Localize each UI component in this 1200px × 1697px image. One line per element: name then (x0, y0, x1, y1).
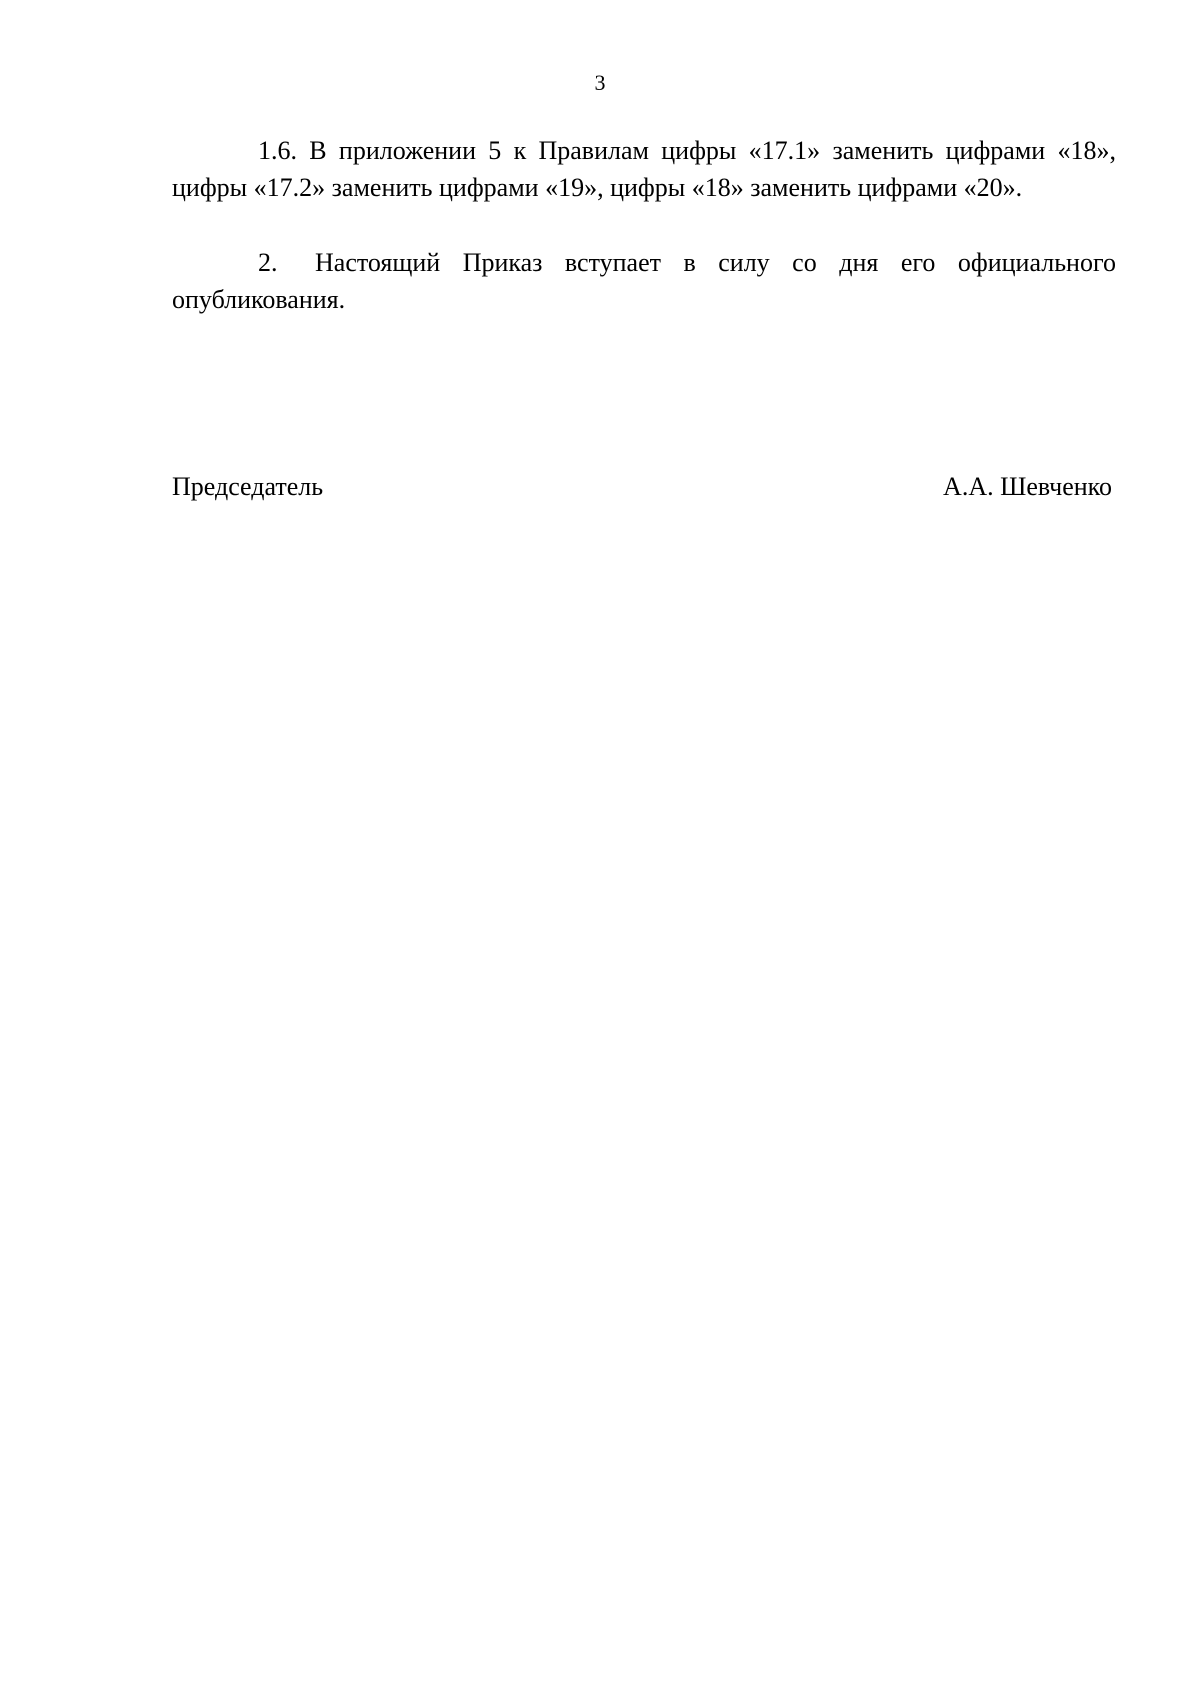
page-number: 3 (594, 70, 606, 95)
paragraph-2 (172, 244, 1116, 318)
paragraph-2-text: Настоящий Приказ вступает в силу со дня его официального опубликования. (172, 248, 1116, 314)
paragraph-1-6: 1.6. В приложении 5 к Правилам цифры «17.1» заменить цифрами «18», цифры «17.2» заменить цифрами «19», цифры «18» заменить цифрами «20». (172, 136, 1116, 202)
paragraph-2-number: 2. (258, 248, 278, 277)
document-body (172, 132, 1116, 318)
signatory-name: А.А. Шевченко (943, 472, 1112, 501)
signatory-position: Председатель (172, 472, 324, 501)
signature-block (172, 468, 1112, 505)
